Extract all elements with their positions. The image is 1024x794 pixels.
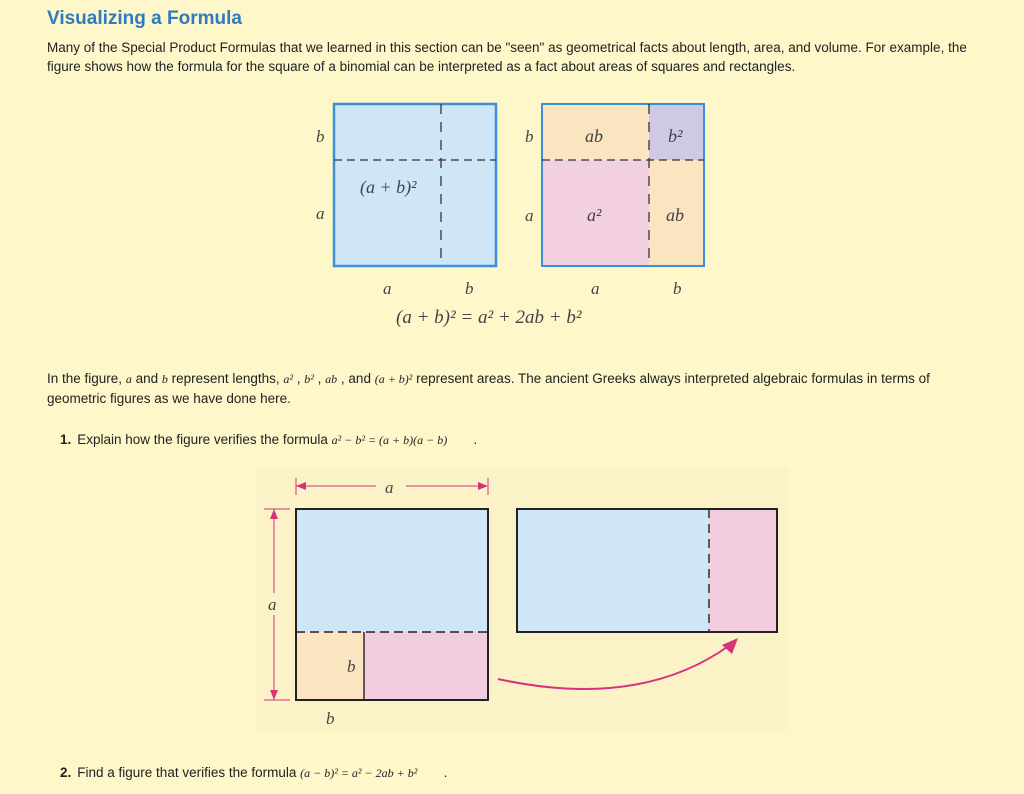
math-b2: b² [304, 372, 314, 386]
question-1 [60, 432, 477, 448]
square-area-label: (a + b)² [360, 177, 417, 197]
bottom-b-label: b [326, 709, 335, 728]
para-text: In the figure, [47, 371, 126, 386]
para-text: , [313, 371, 326, 386]
side-a-label-left: a [316, 204, 325, 223]
math-b: b [161, 372, 168, 386]
bottom-a-label-right: a [591, 279, 600, 298]
question-number: 2. [60, 765, 72, 780]
left-a-label: a [268, 595, 277, 614]
question-formula: a² − b² = (a + b)(a − b) [331, 433, 448, 447]
ab-right-label: ab [666, 205, 684, 225]
question-number: 1. [60, 432, 72, 447]
para-text: represent lengths, [167, 371, 284, 386]
question-2 [60, 765, 447, 781]
question-text: Find a figure that verifies the formula [77, 765, 301, 780]
para-text: , and [337, 371, 375, 386]
region-blue-top [296, 509, 488, 632]
bottom-b-label-right: b [673, 279, 682, 298]
page-title: Visualizing a Formula [47, 8, 242, 29]
math-a: a [125, 372, 132, 386]
bottom-b-label-left: b [465, 279, 474, 298]
side-b-label-right: b [525, 127, 534, 146]
side-a-label-right: a [525, 206, 534, 225]
para-text: and [131, 371, 162, 386]
para-text: represent areas. The ancient Greeks always interpreted algebraic formulas in terms of geometric figures as we have done here. [47, 371, 930, 406]
question-formula: (a − b)² = a² − 2ab + b² [300, 766, 418, 780]
binomial-formula: (a + b)² = a² + 2ab + b² [396, 307, 582, 328]
question-end: . [473, 432, 478, 447]
ab-top-label: ab [585, 126, 603, 146]
a-squared-label: a² [587, 205, 602, 225]
intro-paragraph: Many of the Special Product Formulas that we learned in this section can be "seen" as geometrical facts about length, area, and volume. For example, the figure shows how the formula for the square of a binomial can be interpreted as a fact about areas of squares and rectangles. [47, 40, 967, 74]
inner-b-label: b [347, 657, 356, 676]
rect-pink-moved [709, 509, 777, 632]
question-text: Explain how the figure verifies the formula [77, 432, 332, 447]
explanation-paragraph [47, 369, 987, 408]
math-apb2: (a + b)² [374, 372, 413, 386]
region-pink-bottom [364, 632, 488, 700]
bottom-a-label-left: a [383, 279, 392, 298]
side-b-label-left: b [316, 127, 325, 146]
rect-blue [517, 509, 709, 632]
question-end: . [443, 765, 448, 780]
top-a-label: a [385, 478, 394, 497]
b-squared-label: b² [668, 126, 683, 146]
math-ab: ab [325, 372, 338, 386]
para-text: , [293, 371, 305, 386]
math-a2: a² [283, 372, 294, 386]
